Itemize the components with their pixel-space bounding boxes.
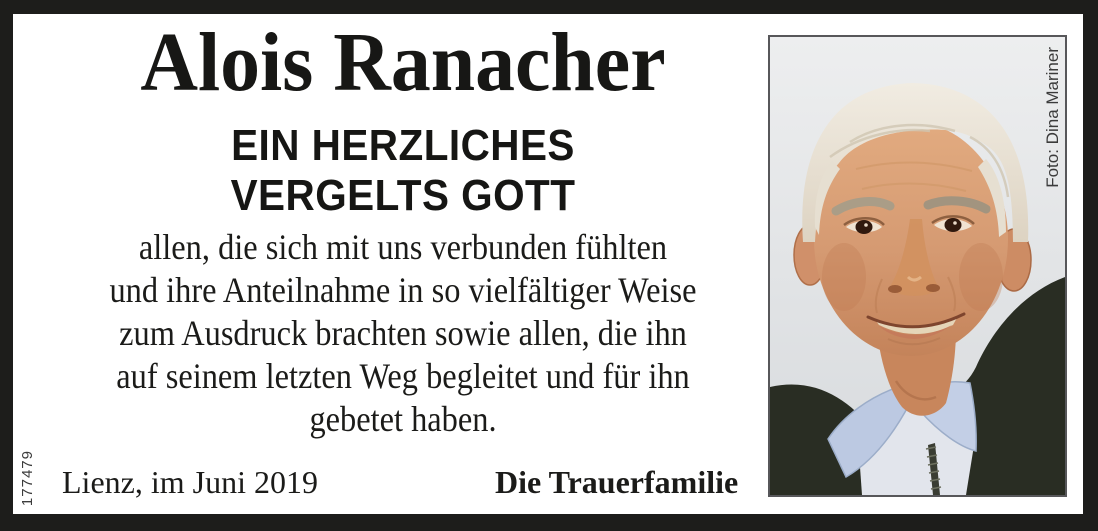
place-and-date: Lienz, im Juni 2019 [62, 464, 318, 500]
thank-you-headline [53, 121, 752, 221]
message-line: allen, die sich mit uns verbunden fühlten [138, 227, 668, 267]
mourning-family-signature: Die Trauerfamilie [495, 464, 739, 500]
notice-id-number: 177479 [19, 449, 36, 506]
message-line: auf seinem letzten Weg begleitet und für ihn [116, 356, 690, 396]
thank-you-headline-line2: VERGELTS GOTT [230, 171, 576, 220]
portrait-photo [768, 35, 1067, 497]
photo-credit: Foto: Dina Mariner [1043, 47, 1062, 188]
message-line: zum Ausdruck brachten sowie allen, die ihn [119, 313, 687, 353]
signature-row [23, 462, 783, 502]
portrait-illustration [770, 37, 1065, 495]
thank-you-headline-line1: EIN HERZLICHES [231, 121, 575, 170]
condolence-message [61, 226, 745, 441]
obituary-card [13, 14, 1083, 514]
message-line: und ihre Anteilnahme in so vielfältiger Weise [109, 270, 697, 310]
message-line: gebetet haben. [309, 399, 497, 439]
deceased-name: Alois Ranacher [140, 16, 666, 109]
obituary-text-column [23, 14, 783, 514]
